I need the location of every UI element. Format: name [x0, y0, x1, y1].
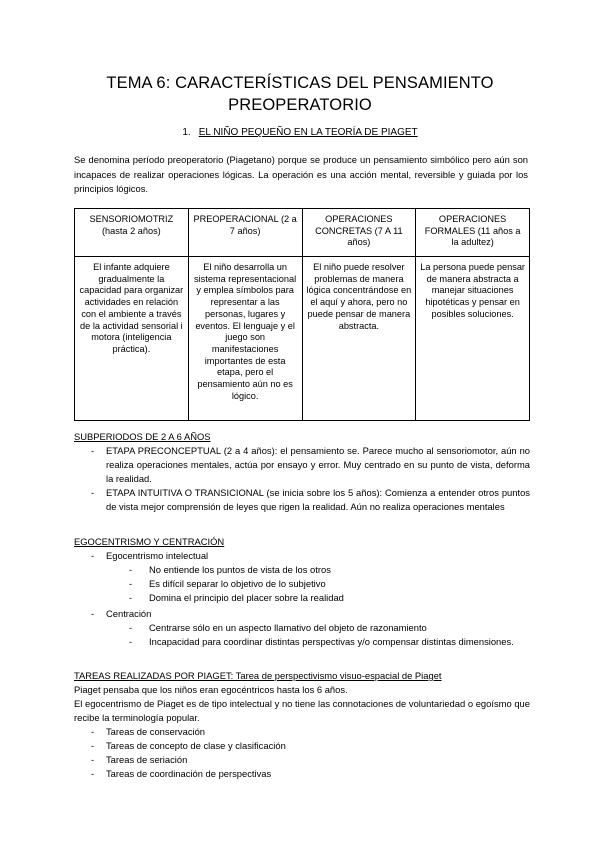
dash-bullet: -	[91, 726, 95, 737]
title-line-2: PREOPERATORIO	[228, 96, 372, 114]
cell-operaciones-concretas: El niño puede resolver problemas de manera lógica concentrándose en el aquí y ahora, pero no puede pensar de manera abstracta.	[302, 257, 416, 421]
dash-bullet: -	[91, 754, 95, 765]
group-centracion-label: Centración	[106, 608, 152, 619]
stages-table	[74, 208, 530, 421]
header-preoperacional: PREOPERACIONAL (2 a 7 años)	[188, 209, 302, 257]
sub-list-item	[74, 591, 530, 605]
list-item	[74, 486, 530, 514]
dash-bullet: -	[91, 608, 95, 619]
tasks-paragraph-2: El egocentrismo de Piaget es de tipo intelectual y no tiene las connotaciones de voluntariedad o egoísmo que recibe la terminología popular.	[74, 698, 530, 723]
intro-paragraph: Se denomina período preoperatorio (Piagetano) porque se produce un pensamiento simbólico pero aún son incapaces de realizar operaciones lógicas. La operación es una acción mental, reversible y guiada por los principios lógicos.	[74, 154, 528, 194]
dash-bullet: -	[129, 636, 133, 647]
stages-header-row	[75, 209, 530, 257]
section-heading	[0, 127, 600, 138]
subperiod-preconceptual: ETAPA PRECONCEPTUAL (2 a 4 años): el pensamiento se. Parece mucho al sensoriomotor, aún no realiza operaciones mentales, actúa por ensayo y error. Muy centrado en su punto de vista, deforma la realidad.	[106, 445, 530, 484]
header-sensoriomotriz: SENSORIOMOTRIZ (hasta 2 años)	[75, 209, 189, 257]
dash-bullet: -	[91, 550, 95, 561]
dash-bullet: -	[91, 445, 95, 456]
dash-bullet: -	[91, 768, 95, 779]
task-item: Tareas de concepto de clase y clasificación	[106, 740, 286, 751]
dash-bullet: -	[91, 487, 95, 498]
dash-bullet: -	[129, 592, 133, 603]
section-number: 1.	[182, 127, 191, 138]
cell-operaciones-formales: La persona puede pensar de manera abstracta a manejar situaciones hipotéticas y pensar en posibles soluciones.	[416, 257, 530, 421]
centracion-item: Incapacidad para coordinar distintas perspectivas y/o compensar distintas dimensiones.	[149, 636, 514, 647]
list-item	[74, 607, 530, 621]
list-item	[74, 753, 530, 767]
list-item	[74, 767, 530, 781]
sub-list-item	[74, 635, 530, 649]
dash-bullet: -	[129, 578, 133, 589]
egocentrism-item: No entiende los puntos de vista de los otros	[149, 564, 331, 575]
centracion-item: Centrarse sólo en un aspecto llamativo del objeto de razonamiento	[149, 622, 427, 633]
header-operaciones-concretas: OPERACIONES CONCRETAS (7 A 11 años)	[302, 209, 416, 257]
egocentrism-item: Domina el principio del placer sobre la realidad	[149, 592, 344, 603]
stages-content-row	[75, 257, 530, 421]
list-item	[74, 739, 530, 753]
list-item	[74, 444, 530, 486]
group-egocentrismo-label: Egocentrismo intelectual	[106, 550, 209, 561]
task-item: Tareas de seriación	[106, 754, 188, 765]
dash-bullet: -	[91, 740, 95, 751]
list-item	[74, 725, 530, 739]
subperiods-section	[74, 430, 530, 514]
tasks-heading: TAREAS REALIZADAS POR PIAGET: Tarea de perspectivismo visuo-espacial de Piaget	[74, 670, 442, 681]
page-title	[0, 72, 600, 116]
dash-bullet: -	[129, 622, 133, 633]
header-operaciones-formales: OPERACIONES FORMALES (11 años a la adultez)	[416, 209, 530, 257]
tasks-section	[74, 669, 530, 781]
task-item: Tareas de conservación	[106, 726, 206, 737]
list-item	[74, 549, 530, 563]
title-line-1: TEMA 6: CARACTERÍSTICAS DEL PENSAMIENTO	[106, 74, 494, 92]
dash-bullet: -	[129, 564, 133, 575]
subperiod-intuitiva: ETAPA INTUITIVA O TRANSICIONAL (se inicia sobre los 5 años): Comienza a entender otros puntos de vista mejor comprensión de leyes que rigen la realidad. Aún no realiza operaciones mentales	[106, 487, 530, 512]
sub-list-item	[74, 577, 530, 591]
task-item: Tareas de coordinación de perspectivas	[106, 768, 272, 779]
cell-sensoriomotriz: El infante adquiere gradualmente la capacidad para organizar actividades en relación con el ambiente a través de la actividad sensorial i motora (inteligencia práctica).	[75, 257, 189, 421]
egocentrism-heading: EGOCENTRISMO Y CENTRACIÓN	[74, 536, 225, 547]
subperiods-heading: SUBPERIODOS DE 2 A 6 AÑOS	[74, 431, 211, 442]
sub-list-item	[74, 621, 530, 635]
egocentrism-section	[74, 535, 530, 649]
tasks-paragraph-1: Piaget pensaba que los niños eran egocéntricos hasta los 6 años.	[74, 684, 348, 695]
section-title: EL NIÑO PEQUEÑO EN LA TEORÍA DE PIAGET	[198, 127, 418, 138]
egocentrism-item: Es difícil separar lo objetivo de lo subjetivo	[149, 578, 326, 589]
sub-list-item	[74, 563, 530, 577]
cell-preoperacional: El niño desarrolla un sistema representacional y emplea símbolos para representar a las personas, lugares y eventos. El lenguaje y el juego son manifestaciones importantes de esta etapa, pero el pensamiento aún no es lógico.	[188, 257, 302, 421]
